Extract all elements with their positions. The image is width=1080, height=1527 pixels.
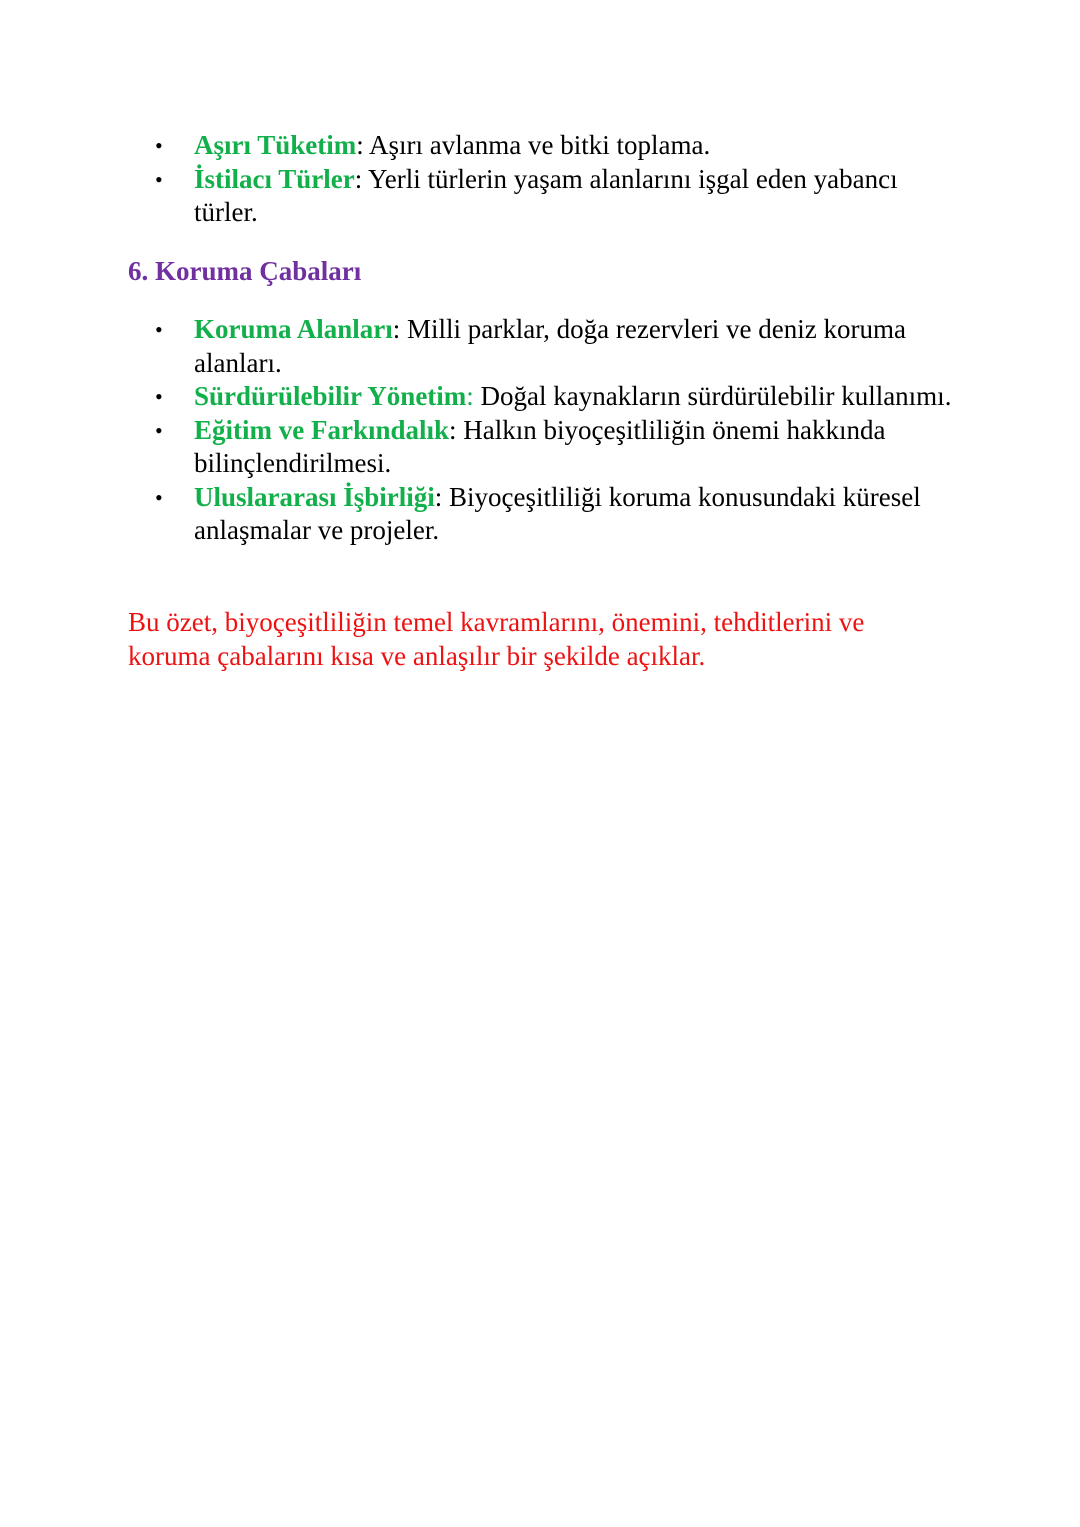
protection-list bbox=[155, 313, 955, 548]
item-text: Milli parklar, doğa rezervleri ve deniz koruma alanları. bbox=[194, 314, 906, 378]
list-item bbox=[155, 414, 955, 481]
bullet-icon: • bbox=[155, 384, 163, 409]
item-term: İstilacı Türler bbox=[194, 163, 355, 194]
item-term: Eğitim ve Farkındalık bbox=[194, 414, 450, 445]
item-text: Doğal kaynakların sürdürülebilir kullanımı. bbox=[473, 381, 952, 411]
bullet-icon: • bbox=[155, 317, 163, 342]
item-text: Biyoçeşitliliği koruma konusundaki küresel anlaşmalar ve projeler. bbox=[194, 481, 921, 545]
bullet-icon: • bbox=[155, 484, 163, 510]
item-separator: : bbox=[466, 381, 474, 411]
threats-list bbox=[155, 129, 955, 230]
item-term: Uluslararası İşbirliği bbox=[194, 481, 435, 512]
item-term: Koruma Alanları bbox=[194, 314, 393, 344]
list-item bbox=[155, 163, 955, 230]
item-separator: : bbox=[434, 481, 443, 512]
bullet-icon: • bbox=[155, 133, 163, 158]
summary-paragraph: Bu özet, biyoçeşitliliğin temel kavramlarını, önemini, tehditlerini ve koruma çabalarını kısa ve anlaşılır bir şekilde açıklar. bbox=[128, 607, 865, 671]
list-item bbox=[155, 129, 955, 163]
list-item bbox=[155, 481, 955, 548]
item-separator: : bbox=[392, 314, 401, 344]
item-separator: : bbox=[356, 130, 364, 160]
bullet-icon: • bbox=[155, 417, 163, 443]
item-term: Aşırı Tüketim bbox=[194, 130, 357, 160]
item-text: Halkın biyoçeşitliliğin önemi hakkında bilinçlendirilmesi. bbox=[194, 414, 886, 478]
item-separator: : bbox=[449, 414, 457, 445]
list-item bbox=[155, 313, 955, 380]
item-separator: : bbox=[354, 163, 363, 194]
item-text: Yerli türlerin yaşam alanlarını işgal eden yabancı türler. bbox=[194, 163, 898, 227]
item-term: Sürdürülebilir Yönetim bbox=[194, 381, 467, 411]
bullet-icon: • bbox=[155, 166, 163, 192]
list-item bbox=[155, 380, 955, 414]
section-heading: 6. Koruma Çabaları bbox=[128, 256, 362, 286]
item-text: Aşırı avlanma ve bitki toplama. bbox=[363, 130, 711, 160]
